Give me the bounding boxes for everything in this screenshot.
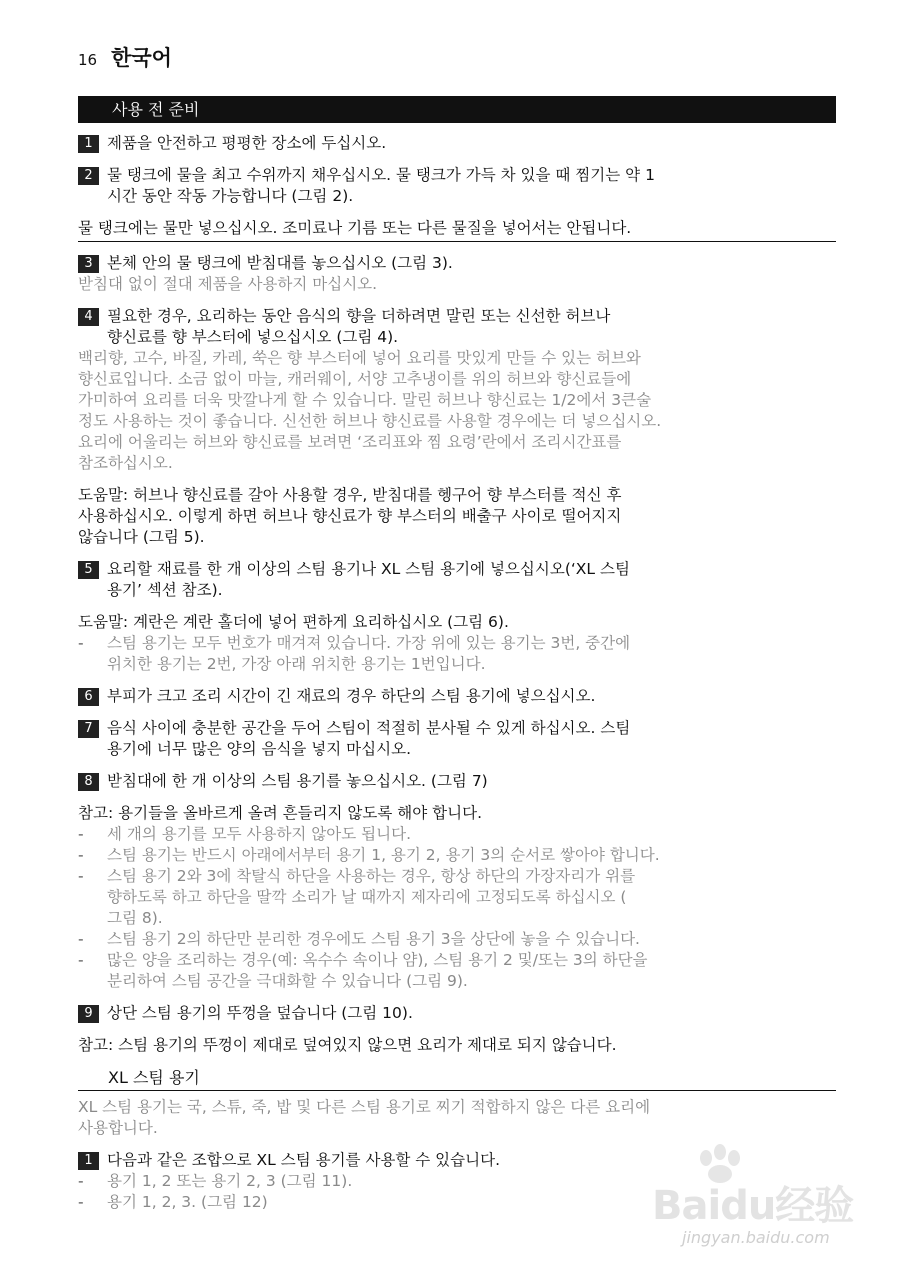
- step-text: 상단 스팀 용기의 뚜껑을 덮습니다 (그림 10).: [107, 1004, 413, 1022]
- bullet-line: - 세 개의 용기를 모두 사용하지 않아도 됩니다.: [107, 825, 412, 843]
- step-2: [78, 165, 836, 207]
- step-4: [78, 306, 836, 348]
- step-6: [78, 686, 836, 707]
- bullet-item: [78, 824, 836, 845]
- note-line: 참고: 용기들을 올바르게 올려 흔들리지 않도록 해야 합니다.: [78, 804, 482, 822]
- step-text: 제품을 안전하고 평평한 장소에 두십시오.: [107, 134, 387, 152]
- step-text: 다음과 같은 조합으로 XL 스팀 용기를 사용할 수 있습니다.: [107, 1151, 501, 1169]
- step-text: 필요한 경우, 요리하는 동안 음식의 향을 더하려면 말린 또는 신선한 허브나: [107, 307, 611, 325]
- bullet-item: [78, 633, 836, 675]
- step-text: 용기에 너무 많은 양의 음식을 넣지 마십시오.: [107, 740, 412, 758]
- xl-intro: [78, 1097, 836, 1139]
- note-line: 참고: 스팀 용기의 뚜껑이 제대로 덮여있지 않으면 요리가 제대로 되지 않습니다.: [78, 1036, 617, 1054]
- note-line: 가미하여 요리를 더욱 맛깔나게 할 수 있습니다. 말린 허브나 향신료는 1/2에서 3큰술: [78, 391, 652, 409]
- step-number-badge: 1: [78, 1152, 99, 1170]
- tip-line: 도움말: 계란은 계란 홀더에 넣어 편하게 요리하십시오 (그림 6).: [78, 613, 509, 631]
- step-number-badge: 7: [78, 720, 99, 738]
- warning-text: 물 탱크에는 물만 넣으십시오. 조미료나 기름 또는 다른 물질을 넣어서는 안됩니다.: [78, 218, 836, 242]
- step-9: [78, 1003, 836, 1024]
- step-3: [78, 253, 836, 274]
- tip-line: 사용하십시오. 이렇게 하면 허브나 향신료가 향 부스터의 배출구 사이로 떨어지지: [78, 507, 622, 525]
- bullet-line: - 스팀 용기는 모두 번호가 매겨져 있습니다. 가장 위에 있는 용기는 3번, 중간에: [107, 634, 631, 652]
- bullet-line: - 스팀 용기 2와 3에 착탈식 하단을 사용하는 경우, 항상 하단의 가장자리가 위를: [107, 867, 636, 885]
- bullet-line: - 용기 1, 2 또는 용기 2, 3 (그림 11).: [107, 1172, 353, 1190]
- page-header: [78, 42, 172, 72]
- note-line: 요리에 어울리는 허브와 향신료를 보려면 ‘조리표와 찜 요령’란에서 조리시간표를: [78, 433, 622, 451]
- step-text: 부피가 크고 조리 시간이 긴 재료의 경우 하단의 스팀 용기에 넣으십시오.: [107, 687, 596, 705]
- tip-line: 않습니다 (그림 5).: [78, 528, 205, 546]
- step-note: [78, 348, 836, 474]
- step-1: [78, 133, 836, 154]
- bullet-line: - 많은 양을 조리하는 경우(예: 옥수수 속이나 얌), 스팀 용기 2 및/또는 3의 하단을: [107, 951, 648, 969]
- bullet-line: 위치한 용기는 2번, 가장 아래 위치한 용기는 1번입니다.: [107, 655, 486, 673]
- bullet-line: 그림 8).: [107, 909, 163, 927]
- bullet-item: [78, 866, 836, 929]
- step-number-badge: 3: [78, 255, 99, 273]
- step-number-badge: 8: [78, 773, 99, 791]
- step-number-badge: 6: [78, 688, 99, 706]
- step-text: 물 탱크에 물을 최고 수위까지 채우십시오. 물 탱크가 가득 차 있을 때 찜기는 약 1: [107, 166, 655, 184]
- page-number: 16: [78, 51, 98, 69]
- note-line: 백리향, 고수, 바질, 카레, 쑥은 향 부스터에 넣어 요리를 맛있게 만들 수 있는 허브와: [78, 349, 641, 367]
- bullet-line: - 스팀 용기 2의 하단만 분리한 경우에도 스팀 용기 3을 상단에 놓을 수 있습니다.: [107, 930, 640, 948]
- step-7: [78, 718, 836, 760]
- step-text: 받침대에 한 개 이상의 스팀 용기를 놓으십시오. (그림 7): [107, 772, 488, 790]
- bullet-item: [78, 950, 836, 992]
- watermark-brand: Baidu经验: [652, 1183, 854, 1229]
- step-text: 요리할 재료를 한 개 이상의 스팀 용기나 XL 스팀 용기에 넣으십시오(‘XL 스팀: [107, 560, 630, 578]
- step-number-badge: 1: [78, 135, 99, 153]
- intro-line: 사용합니다.: [78, 1119, 158, 1137]
- step-number-badge: 4: [78, 308, 99, 326]
- step-text: 용기’ 섹션 참조).: [107, 581, 223, 599]
- step-text: 시간 동안 작동 가능합니다 (그림 2).: [107, 187, 354, 205]
- tip-line: 도움말: 허브나 향신료를 갈아 사용할 경우, 받침대를 헹구어 향 부스터를 적신 후: [78, 486, 622, 504]
- subsection-title: XL 스팀 용기: [78, 1067, 836, 1091]
- step-8: [78, 771, 836, 792]
- tip-block: [78, 485, 836, 548]
- note-line: 참조하십시오.: [78, 454, 173, 472]
- step-text: 본체 안의 물 탱크에 받침대를 놓으십시오 (그림 3).: [107, 254, 453, 272]
- step-text: 향신료를 향 부스터에 넣으십시오 (그림 4).: [107, 328, 399, 346]
- bullet-line: - 용기 1, 2, 3. (그림 12): [107, 1193, 268, 1211]
- step-text: 음식 사이에 충분한 공간을 두어 스팀이 적절히 분사될 수 있게 하십시오. 스팀: [107, 719, 631, 737]
- step-note: 받침대 없이 절대 제품을 사용하지 마십시오.: [78, 275, 378, 293]
- step-number-badge: 5: [78, 561, 99, 579]
- note-line: 정도 사용하는 것이 좋습니다. 신선한 허브나 향신료를 사용할 경우에는 더 넣으십시오.: [78, 412, 662, 430]
- bullet-line: 분리하여 스팀 공간을 극대화할 수 있습니다 (그림 9).: [107, 972, 468, 990]
- step-number-badge: 9: [78, 1005, 99, 1023]
- watermark-url: jingyan.baidu.com: [682, 1228, 830, 1247]
- note-line: 향신료입니다. 소금 없이 마늘, 캐러웨이, 서양 고추냉이를 위의 허브와 향신료들에: [78, 370, 632, 388]
- step-number-badge: 2: [78, 167, 99, 185]
- manual-content: [78, 96, 836, 1213]
- section-title-bar: 사용 전 준비: [78, 96, 836, 123]
- bullet-line: 향하도록 하고 하단을 딸깍 소리가 날 때까지 제자리에 고정되도록 하십시오 (: [107, 888, 627, 906]
- intro-line: XL 스팀 용기는 국, 스튜, 죽, 밥 및 다른 스팀 용기로 찌기 적합하지 않은 다른 요리에: [78, 1098, 651, 1116]
- language-label: 한국어: [111, 46, 172, 70]
- bullet-item: [78, 929, 836, 950]
- bullet-line: - 스팀 용기는 반드시 아래에서부터 용기 1, 용기 2, 용기 3의 순서로 쌓아야 합니다.: [107, 846, 660, 864]
- step-5: [78, 559, 836, 601]
- bullet-item: [78, 845, 836, 866]
- watermark: [652, 1144, 862, 1254]
